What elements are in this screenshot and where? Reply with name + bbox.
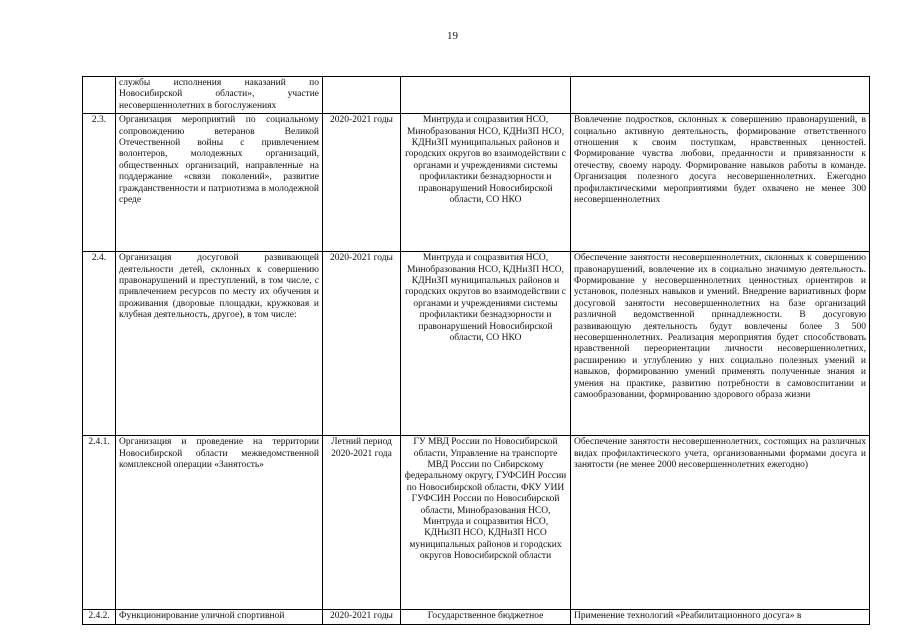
table-row bbox=[83, 77, 870, 114]
period-cell: 2020-2021 годы bbox=[323, 114, 401, 252]
page-number: 19 bbox=[447, 30, 458, 42]
table-row bbox=[83, 252, 870, 436]
event-cell: службы исполнения наказаний по Новосибирской области», участие несовершеннолетних в богослужениях bbox=[116, 77, 323, 114]
measures-table bbox=[82, 76, 870, 625]
row-number: 2.3. bbox=[83, 114, 116, 252]
result-cell: Применение технологий «Реабилитационного досуга» в bbox=[571, 610, 870, 624]
executors-cell: ГУ МВД России по Новосибирской области, Управление на транспорте МВД России по Сибирскому федеральному округу, ГУФСИН России по Новосибирской области, ФКУ УИИ ГУФСИН России по Новосибирской области, Минобразования НСО, Минтруда и соцразвития НСО, КДНиЗП НСО, КДНиЗП НСО муниципальных районов и городских округов Новосибирской области bbox=[401, 436, 571, 610]
period-cell bbox=[323, 77, 401, 114]
executors-cell: Минтруда и соцразвития НСО, Минобразования НСО, КДНиЗП НСО, КДНиЗП муниципальных районов и городских округов во взаимодействии с органами и учреждениями системы профилактики безнадзорности и правонарушений Новосибирской области, СО НКО bbox=[401, 252, 571, 436]
row-number: 2.4.1. bbox=[83, 436, 116, 610]
table-row bbox=[83, 610, 870, 624]
result-cell: Обеспечение занятости несовершеннолетних, склонных к совершению правонарушений, вовлечение их в социально значимую деятельность. Формирование у несовершеннолетних ценностных ориентиров и установок, полезных навыков и умений. Внедрение вариативных форм досуговой занятости несовершеннолетних на базе организаций различной ведомственной принадлежности. В досуговую развивающую деятельность будут вовлечены более 3 500 несовершеннолетних. Реализация мероприятия будет способствовать нравственной переориентации личности несовершеннолетних, расширению и углублению у них социально полезных умений и навыков, формированию умений применять полученные знания и умения на практике, развитию потребности в самовоспитании и самообразовании, формированию здорового образа жизни bbox=[571, 252, 870, 436]
result-cell: Обеспечение занятости несовершеннолетних, состоящих на различных видах профилактического учета, организованными формами досуга и занятости (не менее 2000 несовершеннолетних ежегодно) bbox=[571, 436, 870, 610]
period-cell: 2020-2021 годы bbox=[323, 610, 401, 624]
event-cell: Функционирование уличной спортивной bbox=[116, 610, 323, 624]
table-row bbox=[83, 114, 870, 252]
row-number bbox=[83, 77, 116, 114]
row-number: 2.4.2. bbox=[83, 610, 116, 624]
event-cell: Организация досуговой развивающей деятельности детей, склонных к совершению правонарушений и преступлений, в том числе, с привлечением ресурсов по месту их обучения и проживания (дворовые площадки, кружковая и клубная деятельность, другое), в том числе: bbox=[116, 252, 323, 436]
result-cell: Вовлечение подростков, склонных к совершению правонарушений, в социально активную деятельность, формирование ответственного отношения к своим поступкам, нравственных ценностей. Формирование чувства любови, преданности и привязанности к отечеству, своему народу. Формирование навыков работы в команде. Организация полезного досуга несовершеннолетних. Ежегодно профилактическими мероприятиями будет охвачено не менее 300 несовершеннолетних bbox=[571, 114, 870, 252]
result-cell bbox=[571, 77, 870, 114]
period-cell: Летний период 2020-2021 года bbox=[323, 436, 401, 610]
period-cell: 2020-2021 годы bbox=[323, 252, 401, 436]
table-row bbox=[83, 436, 870, 610]
executors-cell: Минтруда и соцразвития НСО, Минобразования НСО, КДНиЗП НСО, КДНиЗП муниципальных районов и городских округов во взаимодействии с органами и учреждениями системы профилактики безнадзорности и правонарушений Новосибирской области, СО НКО bbox=[401, 114, 571, 252]
event-cell: Организация и проведение на территории Новосибирской области межведомственной комплексной операции «Занятость» bbox=[116, 436, 323, 610]
executors-cell: Государственное бюджетное bbox=[401, 610, 571, 624]
event-cell: Организация мероприятий по социальному сопровождению ветеранов Великой Отечественной войны с привлечением волонтеров, молодежных организаций, общественных организаций, направленные на поддержание «связи поколений», развитие гражданственности и патриотизма в молодежной среде bbox=[116, 114, 323, 252]
executors-cell bbox=[401, 77, 571, 114]
row-number: 2.4. bbox=[83, 252, 116, 436]
